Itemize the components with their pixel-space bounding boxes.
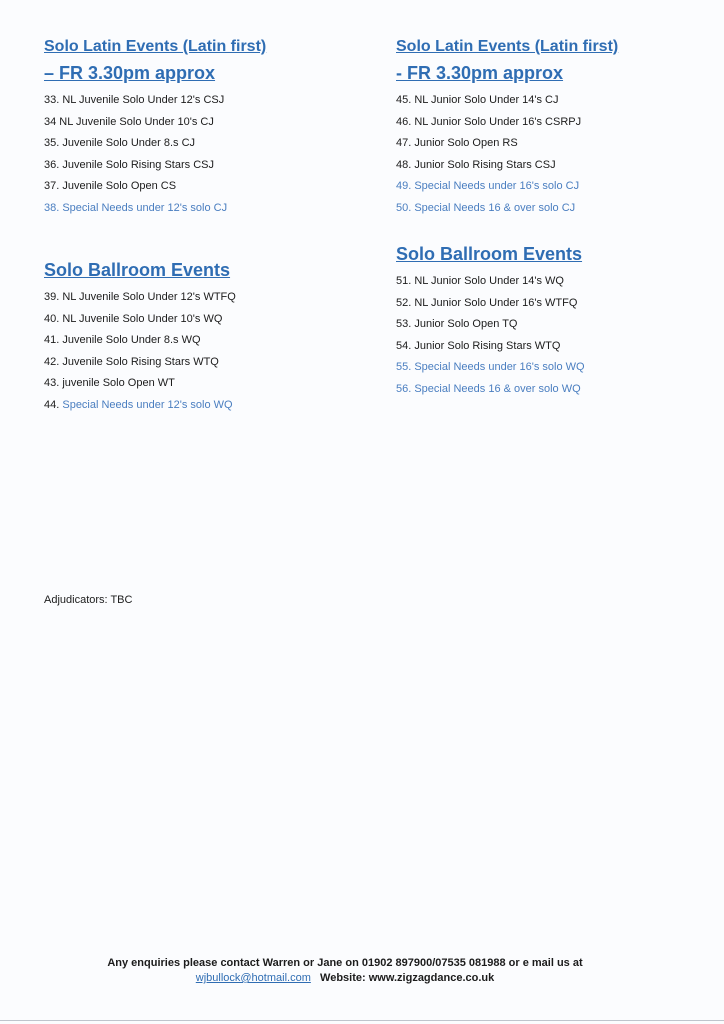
event-item: 40. NL Juvenile Solo Under 10's WQ — [44, 312, 223, 325]
left-latin-subtitle: – FR 3.30pm approx — [44, 63, 216, 83]
right-ballroom-title: Solo Ballroom Events — [396, 244, 583, 264]
event-item: 34 NL Juvenile Solo Under 10's CJ — [44, 115, 214, 128]
event-item: 33. NL Juvenile Solo Under 12's CSJ — [44, 94, 225, 106]
right-latin-events-list — [396, 90, 696, 219]
footer-enquiries-text: Any enquiries please contact Warren or Jane on 01902 897900/07535 081988 or e mail us at — [107, 957, 583, 969]
event-number: 44. — [44, 398, 60, 411]
special-needs-event-item: 56. Special Needs 16 & over solo WQ — [396, 382, 581, 395]
special-needs-event-text: Special Needs under 12's solo WQ — [62, 398, 233, 411]
left-ballroom-events-list — [44, 287, 344, 416]
footer-contact — [0, 956, 690, 986]
event-item: 47. Junior Solo Open RS — [396, 137, 518, 149]
event-item: 48. Junior Solo Rising Stars CSJ — [396, 158, 556, 171]
event-item: 53. Junior Solo Open TQ — [396, 318, 518, 330]
footer-links-line — [0, 971, 690, 986]
event-item: 43. juvenile Solo Open WT — [44, 377, 175, 389]
left-latin-events-list — [44, 90, 344, 219]
event-item: 51. NL Junior Solo Under 14's WQ — [396, 275, 564, 287]
special-needs-event-item: 49. Special Needs under 16's solo CJ — [396, 180, 580, 192]
event-item: 46. NL Junior Solo Under 16's CSRPJ — [396, 115, 582, 128]
right-ballroom-events-list — [396, 271, 696, 400]
event-item: 35. Juvenile Solo Under 8.s CJ — [44, 137, 196, 149]
left-ballroom-title: Solo Ballroom Events — [44, 260, 231, 280]
right-latin-title: Solo Latin Events (Latin first) — [396, 38, 619, 55]
right-column — [396, 34, 696, 400]
email-link[interactable]: wjbullock@hotmail.com — [195, 972, 311, 984]
page-bottom-edge — [0, 1020, 724, 1021]
special-needs-event-item: 55. Special Needs under 16's solo WQ — [396, 361, 585, 373]
event-item: 37. Juvenile Solo Open CS — [44, 180, 177, 192]
event-item — [44, 395, 344, 417]
website-text: Website: www.zigzagdance.co.uk — [320, 972, 495, 984]
event-item: 42. Juvenile Solo Rising Stars WTQ — [44, 355, 219, 368]
left-latin-title: Solo Latin Events (Latin first) — [44, 38, 267, 55]
event-item: 36. Juvenile Solo Rising Stars CSJ — [44, 158, 214, 171]
right-latin-subtitle: - FR 3.30pm approx — [396, 63, 564, 83]
event-item: 45. NL Junior Solo Under 14's CJ — [396, 94, 559, 106]
special-needs-event-item: 50. Special Needs 16 & over solo CJ — [396, 201, 576, 214]
special-needs-event-item: 38. Special Needs under 12's solo CJ — [44, 201, 228, 214]
adjudicators-note: Adjudicators: TBC — [44, 594, 133, 606]
left-column — [44, 34, 344, 416]
event-item: 52. NL Junior Solo Under 16's WTFQ — [396, 296, 578, 309]
event-item: 39. NL Juvenile Solo Under 12's WTFQ — [44, 291, 236, 303]
event-item: 54. Junior Solo Rising Stars WTQ — [396, 339, 561, 352]
event-item: 41. Juvenile Solo Under 8.s WQ — [44, 334, 201, 346]
